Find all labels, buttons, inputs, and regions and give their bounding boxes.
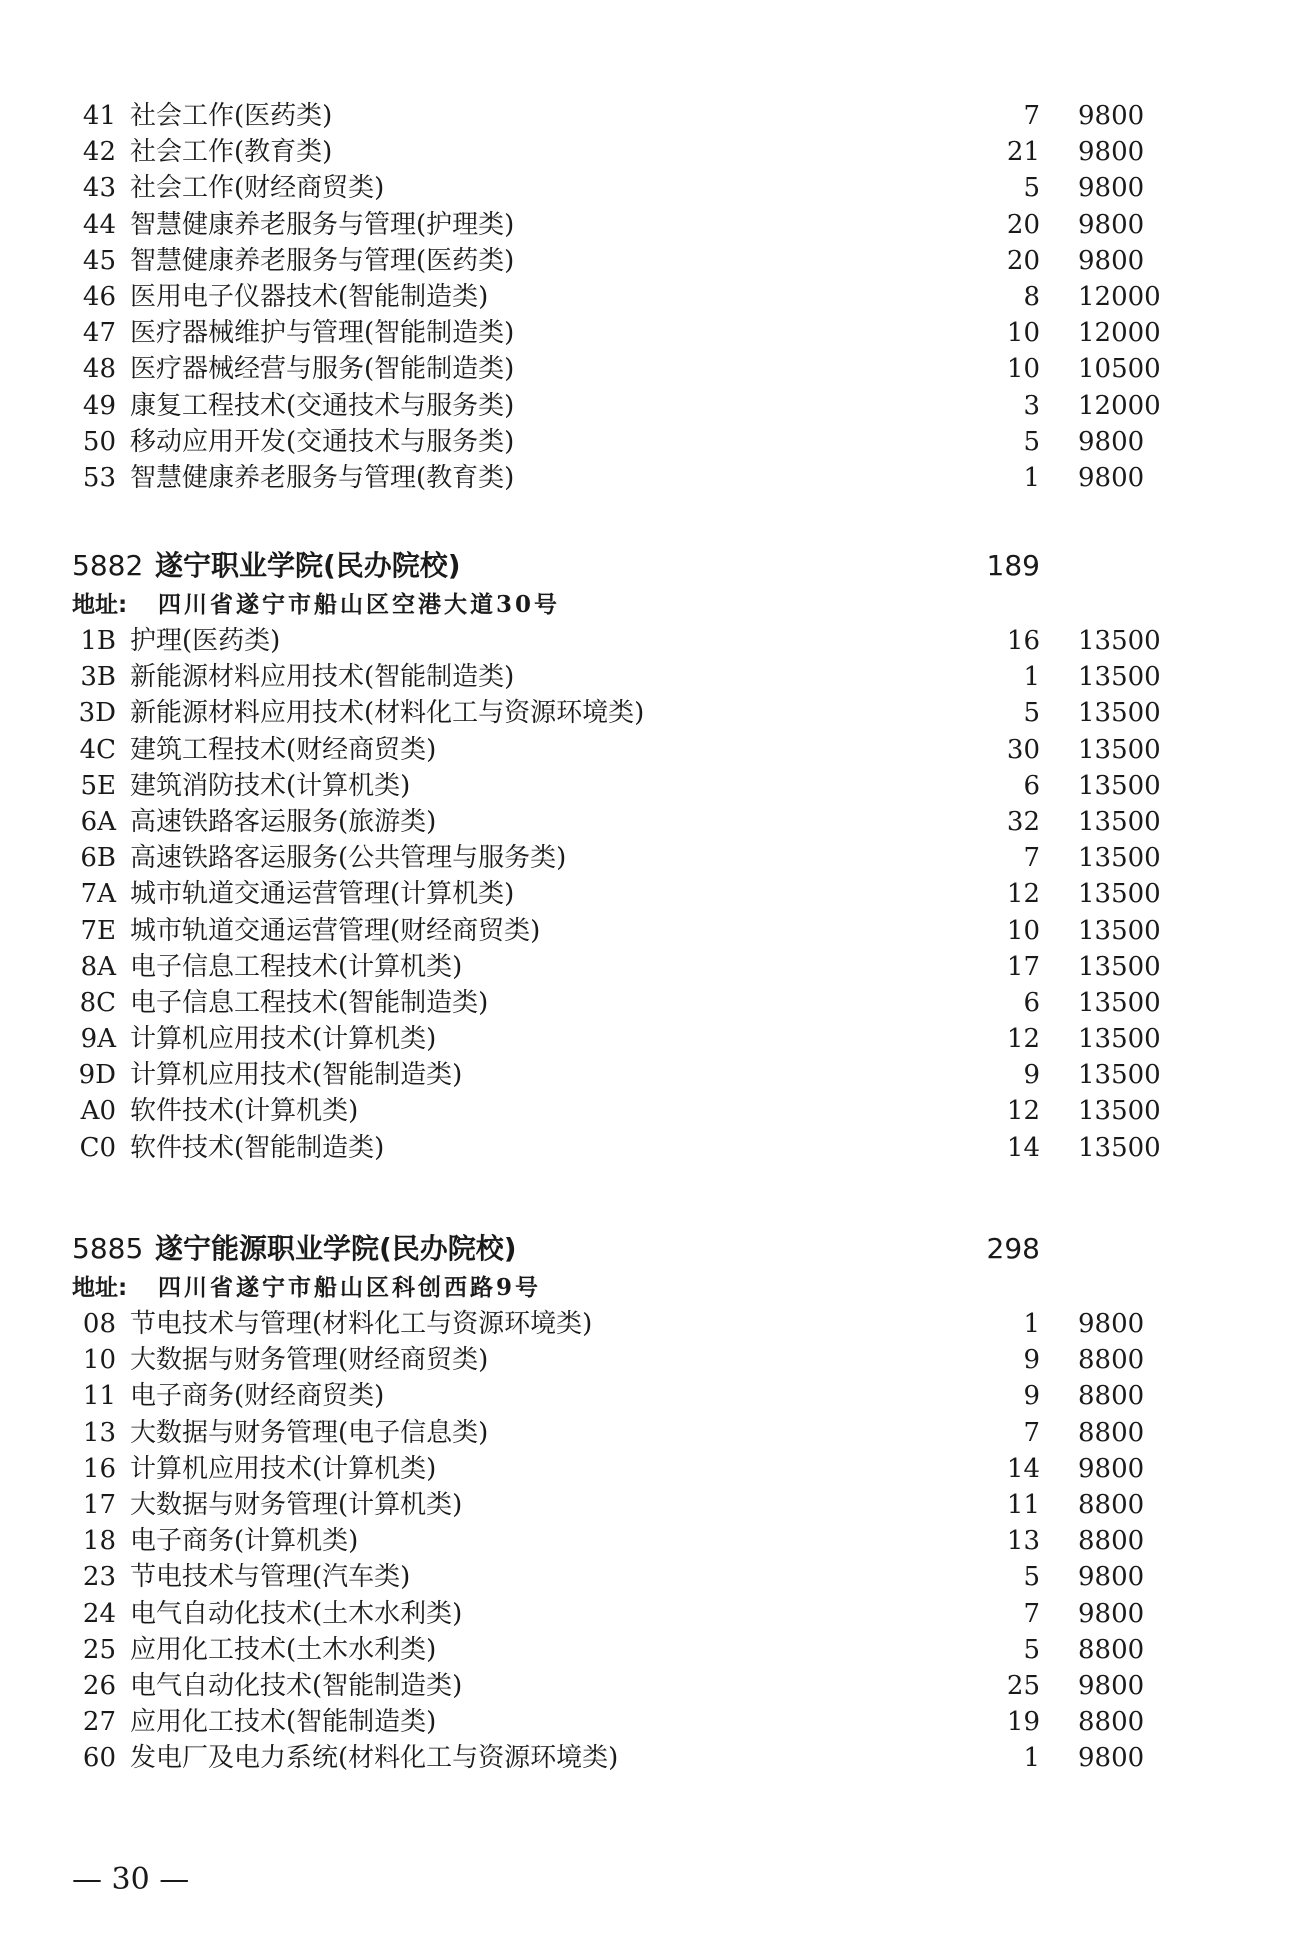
program-code: 44	[82, 209, 116, 240]
tuition-fee: 13500	[1078, 698, 1161, 729]
program-row	[0, 1451, 1292, 1487]
program-name: 节电技术与管理(材料化工与资源环境类)	[130, 1309, 593, 1339]
program-name: 节电技术与管理(汽车类)	[130, 1562, 411, 1593]
program-code: 47	[82, 318, 116, 349]
program-code: 7E	[80, 915, 116, 946]
enrollment-count: 5	[1023, 173, 1040, 204]
program-row	[0, 1740, 1292, 1776]
school-name: 遂宁职业学院(民办院校)	[155, 549, 461, 582]
enrollment-count: 5	[1023, 698, 1040, 729]
program-row	[0, 1093, 1292, 1129]
program-row	[0, 1021, 1292, 1057]
tuition-fee: 13500	[1078, 626, 1161, 656]
program-row	[0, 1342, 1292, 1378]
program-code: 10	[82, 1345, 116, 1376]
program-code: 7A	[80, 879, 116, 910]
tuition-fee: 9800	[1078, 426, 1145, 457]
program-name: 高速铁路客运服务(公共管理与服务类)	[130, 843, 567, 874]
program-code: 5E	[80, 770, 116, 801]
tuition-fee: 9800	[1078, 209, 1145, 240]
program-row	[0, 351, 1292, 387]
program-code: 45	[82, 245, 116, 276]
program-code: 16	[82, 1453, 116, 1484]
tuition-fee: 9800	[1078, 1670, 1145, 1701]
program-row	[0, 659, 1292, 695]
program-name: 软件技术(计算机类)	[130, 1096, 359, 1127]
program-code: 18	[82, 1526, 116, 1557]
program-name: 应用化工技术(土木水利类)	[130, 1634, 437, 1665]
program-row	[0, 1704, 1292, 1740]
enrollment-count: 6	[1023, 770, 1040, 801]
program-code: A0	[80, 1096, 116, 1127]
program-code: 9A	[80, 1024, 116, 1055]
program-code: 41	[82, 101, 116, 131]
program-row	[0, 1130, 1292, 1166]
program-name: 应用化工技术(智能制造类)	[130, 1707, 437, 1738]
program-row	[0, 170, 1292, 206]
enrollment-count: 5	[1023, 1634, 1040, 1665]
tuition-fee: 13500	[1078, 1024, 1161, 1055]
enrollment-count: 12	[1006, 879, 1040, 910]
enrollment-count: 12	[1006, 1096, 1040, 1127]
program-name: 康复工程技术(交通技术与服务类)	[130, 390, 515, 421]
program-row	[0, 207, 1292, 243]
tuition-fee: 13500	[1078, 806, 1161, 837]
tuition-fee: 9800	[1078, 245, 1145, 276]
enrollment-count: 1	[1023, 1743, 1040, 1774]
program-name: 社会工作(财经商贸类)	[130, 173, 385, 204]
tuition-fee: 13500	[1078, 770, 1161, 801]
program-row	[0, 1668, 1292, 1704]
enrollment-count: 17	[1006, 951, 1040, 982]
program-code: 42	[82, 137, 116, 168]
program-code: 1B	[80, 626, 116, 656]
program-name: 智慧健康养老服务与管理(教育类)	[130, 462, 515, 493]
program-code: 13	[82, 1417, 116, 1448]
program-list-continued	[0, 98, 1292, 496]
school-code: 5885	[72, 1232, 144, 1265]
enrollment-count: 11	[1006, 1489, 1040, 1520]
program-list	[0, 623, 1292, 1166]
program-row	[0, 1057, 1292, 1093]
program-name: 电子商务(财经商贸类)	[130, 1381, 385, 1412]
tuition-fee: 9800	[1078, 1309, 1145, 1339]
program-name: 计算机应用技术(计算机类)	[130, 1453, 437, 1484]
tuition-fee: 9800	[1078, 1598, 1145, 1629]
program-code: 6A	[80, 806, 116, 837]
tuition-fee: 9800	[1078, 101, 1145, 131]
program-name: 发电厂及电力系统(材料化工与资源环境类)	[130, 1743, 619, 1774]
program-code: 23	[82, 1562, 116, 1593]
school-name: 遂宁能源职业学院(民办院校)	[155, 1232, 517, 1265]
program-name: 软件技术(智能制造类)	[130, 1132, 385, 1163]
tuition-fee: 9800	[1078, 1562, 1145, 1593]
program-row	[0, 388, 1292, 424]
program-row	[0, 623, 1292, 659]
program-code: C0	[79, 1132, 116, 1163]
enrollment-count: 1	[1023, 462, 1040, 493]
enrollment-count: 9	[1023, 1381, 1040, 1412]
program-name: 高速铁路客运服务(旅游类)	[130, 806, 437, 837]
tuition-fee: 9800	[1078, 173, 1145, 204]
program-name: 电气自动化技术(智能制造类)	[130, 1670, 463, 1701]
tuition-fee: 13500	[1078, 1096, 1161, 1127]
program-row	[0, 732, 1292, 768]
program-name: 大数据与财务管理(计算机类)	[130, 1489, 463, 1520]
program-code: 9D	[78, 1060, 116, 1091]
program-code: 08	[82, 1309, 116, 1339]
program-name: 建筑消防技术(计算机类)	[130, 770, 411, 801]
tuition-fee: 12000	[1078, 318, 1161, 349]
program-name: 计算机应用技术(计算机类)	[130, 1024, 437, 1055]
program-row	[0, 695, 1292, 731]
address-label: 地址:	[72, 1275, 128, 1301]
program-name: 智慧健康养老服务与管理(护理类)	[130, 209, 515, 240]
enrollment-count: 9	[1023, 1345, 1040, 1376]
enrollment-count: 6	[1023, 987, 1040, 1018]
enrollment-count: 1	[1023, 1309, 1040, 1339]
tuition-fee: 12000	[1078, 281, 1161, 312]
enrollment-count: 7	[1023, 1598, 1040, 1629]
school-total: 189	[986, 549, 1040, 582]
program-name: 医疗器械维护与管理(智能制造类)	[130, 318, 515, 349]
program-code: 50	[82, 426, 116, 457]
program-name: 医用电子仪器技术(智能制造类)	[130, 281, 489, 312]
enrollment-count: 32	[1006, 806, 1040, 837]
enrollment-count: 25	[1006, 1670, 1040, 1701]
tuition-fee: 13500	[1078, 915, 1161, 946]
program-code: 49	[82, 390, 116, 421]
program-row	[0, 804, 1292, 840]
program-name: 大数据与财务管理(财经商贸类)	[130, 1345, 489, 1376]
program-row	[0, 1523, 1292, 1559]
enrollment-count: 9	[1023, 1060, 1040, 1091]
school-address	[0, 1270, 1292, 1306]
program-row	[0, 279, 1292, 315]
enrollment-count: 8	[1023, 281, 1040, 312]
program-row	[0, 243, 1292, 279]
program-name: 护理(医药类)	[130, 626, 281, 656]
enrollment-count: 10	[1006, 915, 1040, 946]
program-name: 社会工作(教育类)	[130, 137, 333, 168]
school-header	[0, 545, 1292, 587]
enrollment-count: 14	[1006, 1132, 1040, 1163]
tuition-fee: 9800	[1078, 1743, 1145, 1774]
address-label: 地址:	[72, 592, 128, 618]
tuition-fee: 13500	[1078, 662, 1161, 693]
program-name: 社会工作(医药类)	[130, 101, 333, 131]
program-row	[0, 913, 1292, 949]
program-row	[0, 1487, 1292, 1523]
program-code: 8A	[80, 951, 116, 982]
program-code: 27	[82, 1707, 116, 1738]
enrollment-count: 1	[1023, 662, 1040, 693]
tuition-fee: 9800	[1078, 1453, 1145, 1484]
program-row	[0, 1632, 1292, 1668]
tuition-fee: 13500	[1078, 734, 1161, 765]
program-name: 电子商务(计算机类)	[130, 1526, 359, 1557]
program-code: 24	[82, 1598, 116, 1629]
enrollment-count: 12	[1006, 1024, 1040, 1055]
enrollment-count: 10	[1006, 354, 1040, 385]
enrollment-count: 10	[1006, 318, 1040, 349]
program-row	[0, 98, 1292, 134]
enrollment-count: 21	[1006, 137, 1040, 168]
program-name: 建筑工程技术(财经商贸类)	[130, 734, 437, 765]
program-row	[0, 1596, 1292, 1632]
program-row	[0, 768, 1292, 804]
program-row	[0, 460, 1292, 496]
tuition-fee: 13500	[1078, 879, 1161, 910]
tuition-fee: 13500	[1078, 1060, 1161, 1091]
address-value: 四川省遂宁市船山区空港大道30号	[158, 591, 561, 618]
program-row	[0, 315, 1292, 351]
enrollment-count: 20	[1006, 245, 1040, 276]
program-row	[0, 424, 1292, 460]
program-code: 11	[82, 1381, 116, 1412]
enrollment-count: 30	[1006, 734, 1040, 765]
program-code: 48	[82, 354, 116, 385]
program-code: 25	[82, 1634, 116, 1665]
program-name: 计算机应用技术(智能制造类)	[130, 1060, 463, 1091]
program-code: 3D	[78, 698, 116, 729]
program-row	[0, 1415, 1292, 1451]
program-name: 电子信息工程技术(智能制造类)	[130, 987, 489, 1018]
program-row	[0, 1306, 1292, 1342]
enrollment-count: 7	[1023, 1417, 1040, 1448]
program-name: 新能源材料应用技术(智能制造类)	[130, 662, 515, 693]
program-code: 3B	[80, 662, 116, 693]
program-row	[0, 840, 1292, 876]
tuition-fee: 13500	[1078, 1132, 1161, 1163]
enrollment-count: 5	[1023, 1562, 1040, 1593]
school-address	[0, 587, 1292, 623]
program-row	[0, 134, 1292, 170]
program-name: 新能源材料应用技术(材料化工与资源环境类)	[130, 698, 645, 729]
school-header	[0, 1228, 1292, 1270]
school-section-5882	[0, 545, 1292, 1166]
school-code: 5882	[72, 549, 144, 582]
enrollment-count: 19	[1006, 1707, 1040, 1738]
tuition-fee: 10500	[1078, 354, 1161, 385]
tuition-fee: 13500	[1078, 951, 1161, 982]
program-row	[0, 1378, 1292, 1414]
program-name: 智慧健康养老服务与管理(医药类)	[130, 245, 515, 276]
enrollment-count: 20	[1006, 209, 1040, 240]
program-name: 城市轨道交通运营管理(财经商贸类)	[130, 915, 541, 946]
tuition-fee: 9800	[1078, 137, 1145, 168]
tuition-fee: 13500	[1078, 843, 1161, 874]
enrollment-count: 13	[1006, 1526, 1040, 1557]
tuition-fee: 8800	[1078, 1489, 1145, 1520]
enrollment-count: 7	[1023, 101, 1040, 131]
tuition-fee: 8800	[1078, 1417, 1145, 1448]
program-name: 电气自动化技术(土木水利类)	[130, 1598, 463, 1629]
program-row	[0, 985, 1292, 1021]
program-code: 60	[82, 1743, 116, 1774]
tuition-fee: 13500	[1078, 987, 1161, 1018]
enrollment-count: 14	[1006, 1453, 1040, 1484]
school-total: 298	[986, 1232, 1040, 1265]
tuition-fee: 12000	[1078, 390, 1161, 421]
enrollment-count: 7	[1023, 843, 1040, 874]
tuition-fee: 8800	[1078, 1381, 1145, 1412]
program-name: 大数据与财务管理(电子信息类)	[130, 1417, 489, 1448]
tuition-fee: 8800	[1078, 1634, 1145, 1665]
enrollment-count: 5	[1023, 426, 1040, 457]
enrollment-count: 16	[1006, 626, 1040, 656]
program-row	[0, 1559, 1292, 1595]
program-name: 城市轨道交通运营管理(计算机类)	[130, 879, 515, 910]
program-name: 医疗器械经营与服务(智能制造类)	[130, 354, 515, 385]
program-row	[0, 949, 1292, 985]
tuition-fee: 8800	[1078, 1526, 1145, 1557]
program-name: 电子信息工程技术(计算机类)	[130, 951, 463, 982]
program-code: 43	[82, 173, 116, 204]
program-name: 移动应用开发(交通技术与服务类)	[130, 426, 515, 457]
program-code: 4C	[79, 734, 116, 765]
program-code: 26	[82, 1670, 116, 1701]
program-code: 8C	[79, 987, 116, 1018]
tuition-fee: 8800	[1078, 1345, 1145, 1376]
enrollment-count: 3	[1023, 390, 1040, 421]
program-code: 53	[82, 462, 116, 493]
program-code: 46	[82, 281, 116, 312]
school-section-5885	[0, 1228, 1292, 1776]
program-list	[0, 1306, 1292, 1776]
program-code: 6B	[80, 843, 116, 874]
address-value: 四川省遂宁市船山区科创西路9号	[158, 1274, 542, 1301]
program-row	[0, 876, 1292, 912]
program-code: 17	[82, 1489, 116, 1520]
tuition-fee: 8800	[1078, 1707, 1145, 1738]
tuition-fee: 9800	[1078, 462, 1145, 493]
page-number: — 30 —	[72, 1862, 190, 1897]
